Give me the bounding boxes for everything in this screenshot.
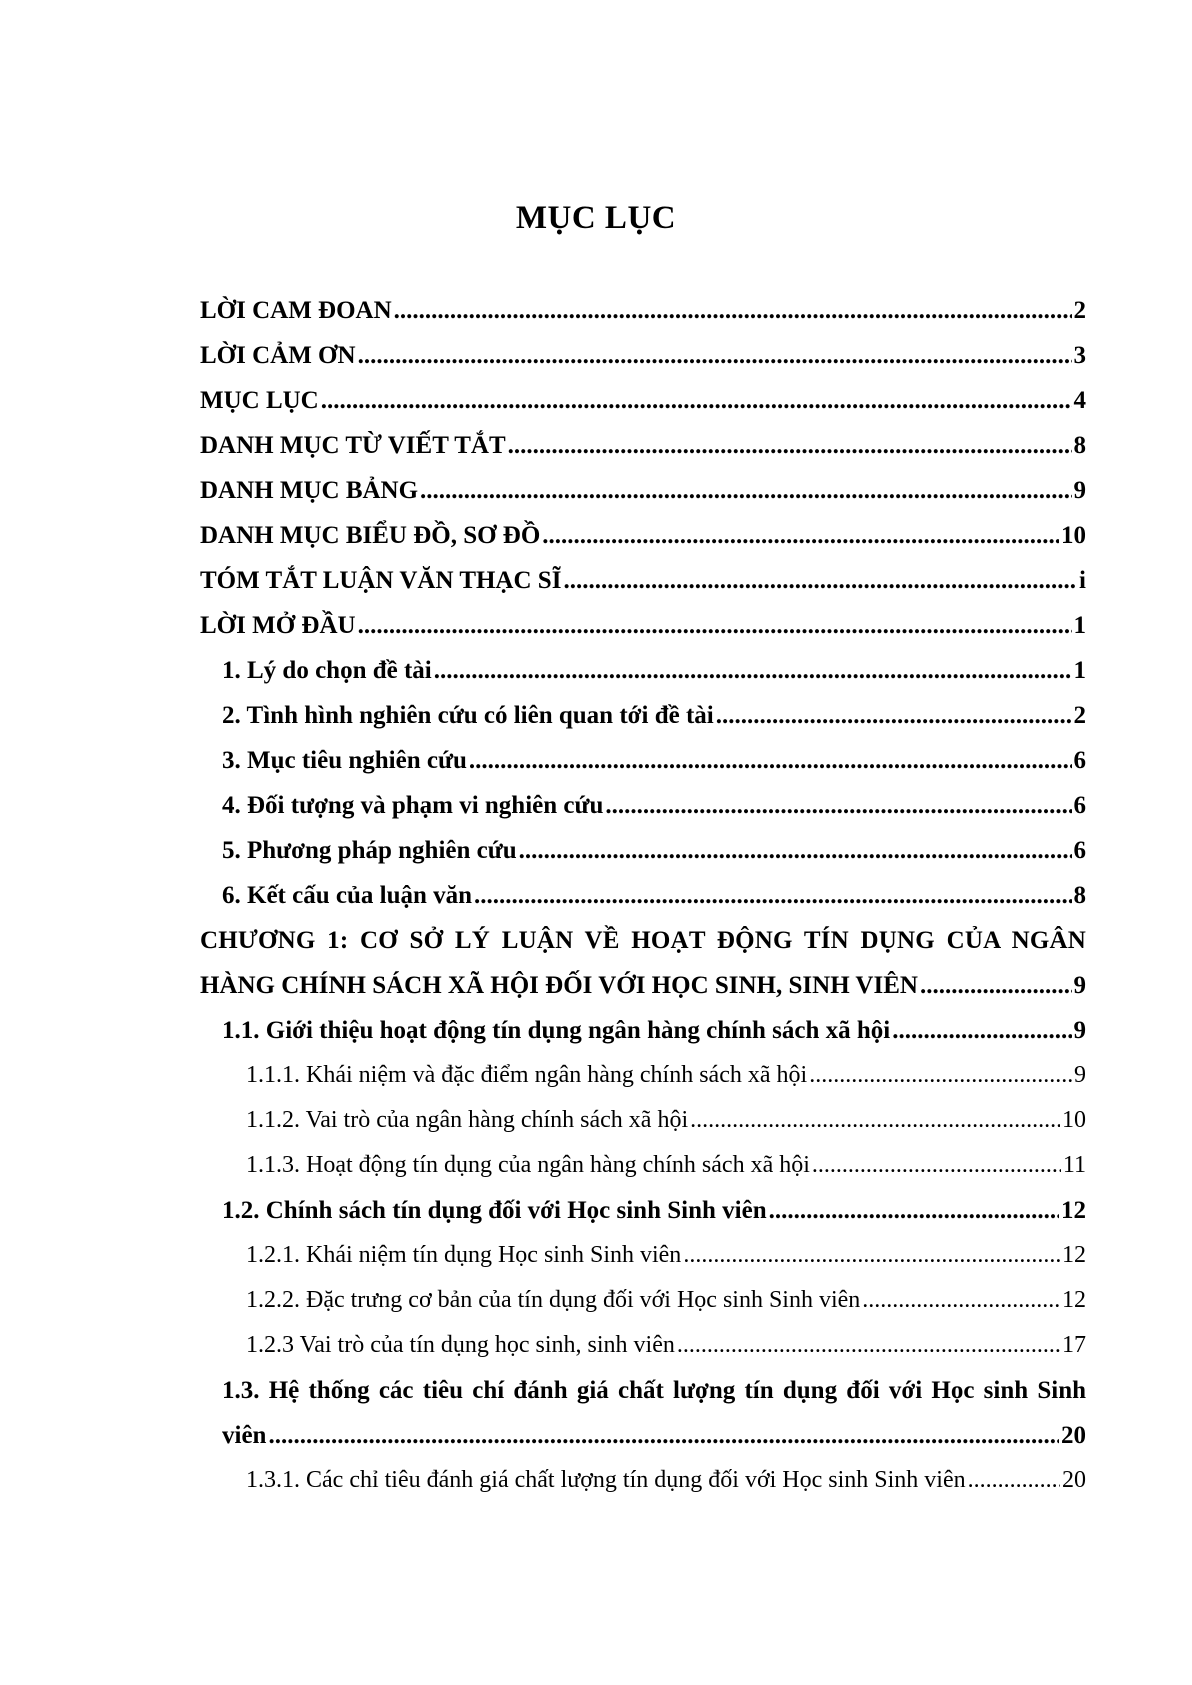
- toc-entry-label: LỜI CAM ĐOAN: [200, 297, 392, 324]
- toc-entry-label: 6. Kết cấu của luận văn: [222, 882, 473, 909]
- toc-entry[interactable]: [200, 558, 1086, 603]
- toc-page-number: 4: [1073, 387, 1086, 414]
- toc-page-number: 9: [1073, 1017, 1086, 1044]
- toc-entry[interactable]: [200, 513, 1086, 558]
- dot-leader: [563, 558, 1077, 603]
- toc-page-number: 3: [1073, 342, 1086, 369]
- dot-leader: [809, 1053, 1072, 1098]
- toc-page-number: 9: [1074, 1062, 1086, 1088]
- dot-leader: [474, 873, 1071, 918]
- toc-page-number: 6: [1073, 837, 1086, 864]
- toc-entry-label: 1.1. Giới thiệu hoạt động tín dụng ngân hàng chính sách xã hội: [222, 1017, 891, 1044]
- toc-entry-label: TÓM TẮT LUẬN VĂN THẠC SĨ: [200, 567, 562, 594]
- dot-leader: [394, 288, 1072, 333]
- toc-page-number: 12: [1062, 1242, 1086, 1268]
- dot-leader: [469, 738, 1072, 783]
- toc-entry[interactable]: [200, 1143, 1086, 1188]
- toc-page-number: 8: [1073, 882, 1086, 909]
- toc-page-number: 11: [1062, 1152, 1086, 1178]
- toc-entry[interactable]: [200, 378, 1086, 423]
- toc-entry-label: 5. Phương pháp nghiên cứu: [222, 837, 517, 864]
- toc-entry-label: 1.2.2. Đặc trưng cơ bản của tín dụng đối với Học sinh Sinh viên: [246, 1287, 861, 1313]
- toc-entry-label: 3. Mục tiêu nghiên cứu: [222, 747, 467, 774]
- dot-leader: [862, 1278, 1060, 1323]
- toc-page-number: 1: [1073, 657, 1086, 684]
- toc-entry[interactable]: [200, 603, 1086, 648]
- toc-entry-label: DANH MỤC BIỂU ĐỒ, SƠ ĐỒ: [200, 522, 541, 549]
- toc-entry-label: LỜI CẢM ƠN: [200, 342, 356, 369]
- toc-entry[interactable]: [200, 288, 1086, 333]
- toc-entry-label: MỤC LỤC: [200, 387, 319, 414]
- dot-leader: [683, 1233, 1060, 1278]
- toc-entry-section[interactable]: [200, 1368, 1086, 1458]
- toc-entry-label: 1.2.3 Vai trò của tín dụng học sinh, sinh viên: [246, 1332, 675, 1358]
- toc-entry-label: 1.3.1. Các chỉ tiêu đánh giá chất lượng tín dụng đối với Học sinh Sinh viên: [246, 1467, 966, 1493]
- toc-page-number: 1: [1073, 612, 1086, 639]
- dot-leader: [812, 1143, 1061, 1188]
- toc-entry-label: DANH MỤC BẢNG: [200, 477, 419, 504]
- toc-entry-label: 1.2.1. Khái niệm tín dụng Học sinh Sinh viên: [246, 1242, 682, 1268]
- page-title: MỤC LỤC: [515, 200, 677, 236]
- toc-page-number: 12: [1062, 1287, 1086, 1313]
- toc-page-number: 2: [1073, 702, 1086, 729]
- dot-leader: [690, 1098, 1060, 1143]
- dot-leader: [968, 1458, 1060, 1503]
- toc-entry[interactable]: [200, 828, 1086, 873]
- dot-leader: [716, 693, 1072, 738]
- toc-entry-label-line1: 1.3. Hệ thống các tiêu chí đánh giá chất lượng tín dụng đối với Học sinh Sinh: [222, 1377, 1086, 1404]
- toc-entry[interactable]: [200, 468, 1086, 513]
- toc-page-number: 12: [1061, 1197, 1086, 1224]
- toc-entry-label: LỜI MỞ ĐẦU: [200, 612, 356, 639]
- toc-entry[interactable]: [200, 1323, 1086, 1368]
- toc-entry[interactable]: [200, 1098, 1086, 1143]
- table-of-contents: [200, 288, 1086, 1503]
- toc-entry-label: 1. Lý do chọn đề tài: [222, 657, 432, 684]
- toc-page-number: 10: [1061, 522, 1086, 549]
- toc-entry-label: 1.1.1. Khái niệm và đặc điểm ngân hàng chính sách xã hội: [246, 1062, 808, 1088]
- toc-entry[interactable]: [200, 693, 1086, 738]
- toc-entry[interactable]: [200, 738, 1086, 783]
- dot-leader: [321, 378, 1072, 423]
- toc-entry-label: 1.1.2. Vai trò của ngân hàng chính sách xã hội: [246, 1107, 689, 1133]
- toc-entry[interactable]: [200, 1188, 1086, 1233]
- toc-page-number: i: [1079, 567, 1086, 594]
- toc-entry[interactable]: [200, 423, 1086, 468]
- toc-entry[interactable]: [200, 783, 1086, 828]
- dot-leader: [268, 1413, 1059, 1458]
- toc-page-number: 20: [1062, 1467, 1086, 1493]
- dot-leader: [358, 333, 1072, 378]
- dot-leader: [358, 603, 1072, 648]
- toc-entry-label-line2: viên: [222, 1422, 267, 1449]
- toc-entry-label: 2. Tình hình nghiên cứu có liên quan tới đề tài: [222, 702, 714, 729]
- toc-page-number: 6: [1073, 792, 1086, 819]
- toc-page-number: 20: [1061, 1422, 1086, 1449]
- toc-entry-label-line2: HÀNG CHÍNH SÁCH XÃ HỘI ĐỐI VỚI HỌC SINH, SINH VIÊN: [200, 972, 918, 999]
- toc-entry-chapter[interactable]: [200, 918, 1086, 1008]
- toc-page-number: 10: [1062, 1107, 1086, 1133]
- toc-entry[interactable]: [200, 333, 1086, 378]
- dot-leader: [519, 828, 1072, 873]
- toc-page-number: 9: [1073, 477, 1086, 504]
- dot-leader: [434, 648, 1072, 693]
- toc-entry[interactable]: [200, 1278, 1086, 1323]
- toc-entry[interactable]: [200, 873, 1086, 918]
- toc-entry-label: DANH MỤC TỪ VIẾT TẮT: [200, 432, 506, 459]
- toc-entry[interactable]: [200, 1053, 1086, 1098]
- toc-entry-label-line1: CHƯƠNG 1: CƠ SỞ LÝ LUẬN VỀ HOẠT ĐỘNG TÍN DỤNG CỦA NGÂN: [200, 927, 1086, 954]
- dot-leader: [508, 423, 1072, 468]
- toc-entry-label: 1.2. Chính sách tín dụng đối với Học sinh Sinh viên: [222, 1197, 767, 1224]
- dot-leader: [769, 1188, 1059, 1233]
- toc-entry[interactable]: [200, 1233, 1086, 1278]
- toc-page-number: 2: [1073, 297, 1086, 324]
- toc-entry[interactable]: [200, 1458, 1086, 1503]
- toc-entry-label: 4. Đối tượng và phạm vi nghiên cứu: [222, 792, 604, 819]
- toc-page-number: 6: [1073, 747, 1086, 774]
- dot-leader: [677, 1323, 1060, 1368]
- toc-page-number: 9: [1073, 972, 1086, 999]
- toc-entry-label: 1.1.3. Hoạt động tín dụng của ngân hàng chính sách xã hội: [246, 1152, 810, 1178]
- dot-leader: [920, 963, 1072, 1008]
- dot-leader: [542, 513, 1059, 558]
- dot-leader: [892, 1008, 1071, 1053]
- toc-entry[interactable]: [200, 1008, 1086, 1053]
- toc-page-number: 17: [1062, 1332, 1086, 1358]
- dot-leader: [605, 783, 1071, 828]
- toc-page-number: 8: [1073, 432, 1086, 459]
- toc-entry[interactable]: [200, 648, 1086, 693]
- dot-leader: [420, 468, 1071, 513]
